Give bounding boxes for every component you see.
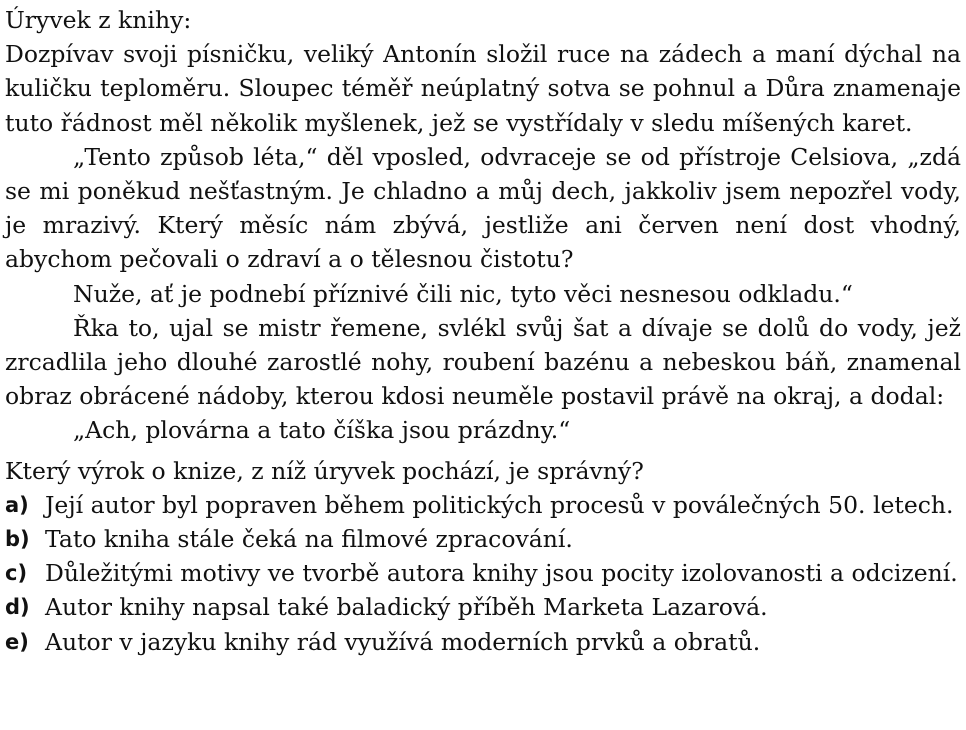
- answer-option-b[interactable]: [5, 522, 961, 556]
- option-label: e): [5, 629, 29, 654]
- question-text: Který výrok o knize, z níž úryvek pochází, je správný?: [5, 456, 644, 485]
- passage-paragraph-3: Nuže, ať je podnebí příznivé čili nic, tyto věci nesnesou odkladu.“: [73, 279, 853, 308]
- option-text: Důležitými motivy ve tvorbě autora knihy jsou pocity izolovanosti a odcizení.: [45, 559, 958, 588]
- option-label: b): [5, 527, 30, 552]
- option-text: Její autor byl popraven během politických procesů v poválečných 50. letech.: [45, 490, 954, 519]
- option-label: c): [5, 561, 28, 586]
- passage-paragraph-1: Dozpívav svoji písničku, veliký Antonín složil ruce na zádech a maní dýchal na kuličku teploměru. Sloupec téměř neúplatný sotva se pohnul a Důra znamenaje tuto řádnost měl několik myšlenek, jež se vystřídaly v sledu míšených karet.: [5, 40, 961, 137]
- answer-option-e[interactable]: [5, 625, 961, 659]
- answer-option-c[interactable]: [5, 556, 961, 590]
- passage-paragraph-5: „Ach, plovárna a tato číška jsou prázdny.“: [73, 416, 571, 445]
- excerpt-heading: Úryvek z knihy:: [5, 6, 192, 34]
- answer-options: [5, 488, 961, 659]
- passage-paragraph-4: Řka to, ujal se mistr řemene, svlékl svůj šat a dívaje se dolů do vody, jež zrcadlila jeho dlouhé zarostlé nohy, roubení bazénu a nebeskou báň, znamenal obraz obrácené nádoby, kterou kdosi neuměle postavil právě na okraj, a dodal:: [5, 313, 961, 411]
- option-text: Autor knihy napsal také baladický příběh Marketa Lazarová.: [45, 593, 768, 622]
- passage-paragraph-2: „Tento způsob léta,“ děl vposled, odvraceje se od přístroje Celsiova, „zdá se mi poněkud nešťastným. Je chladno a můj dech, jakkoliv jsem nepozřel vody, je mrazivý. Který měsíc nám zbývá, jestliže ani červen není dost vhodný, abychom pečovali o zdraví a o tělesnou čistotu?: [5, 142, 961, 274]
- option-label: d): [5, 595, 30, 620]
- answer-option-d[interactable]: [5, 590, 961, 624]
- option-label: a): [5, 492, 29, 517]
- option-text: Tato kniha stále čeká na filmové zpracování.: [45, 525, 573, 554]
- option-text: Autor v jazyku knihy rád využívá moderních prvků a obratů.: [45, 627, 761, 656]
- answer-option-a[interactable]: [5, 488, 961, 522]
